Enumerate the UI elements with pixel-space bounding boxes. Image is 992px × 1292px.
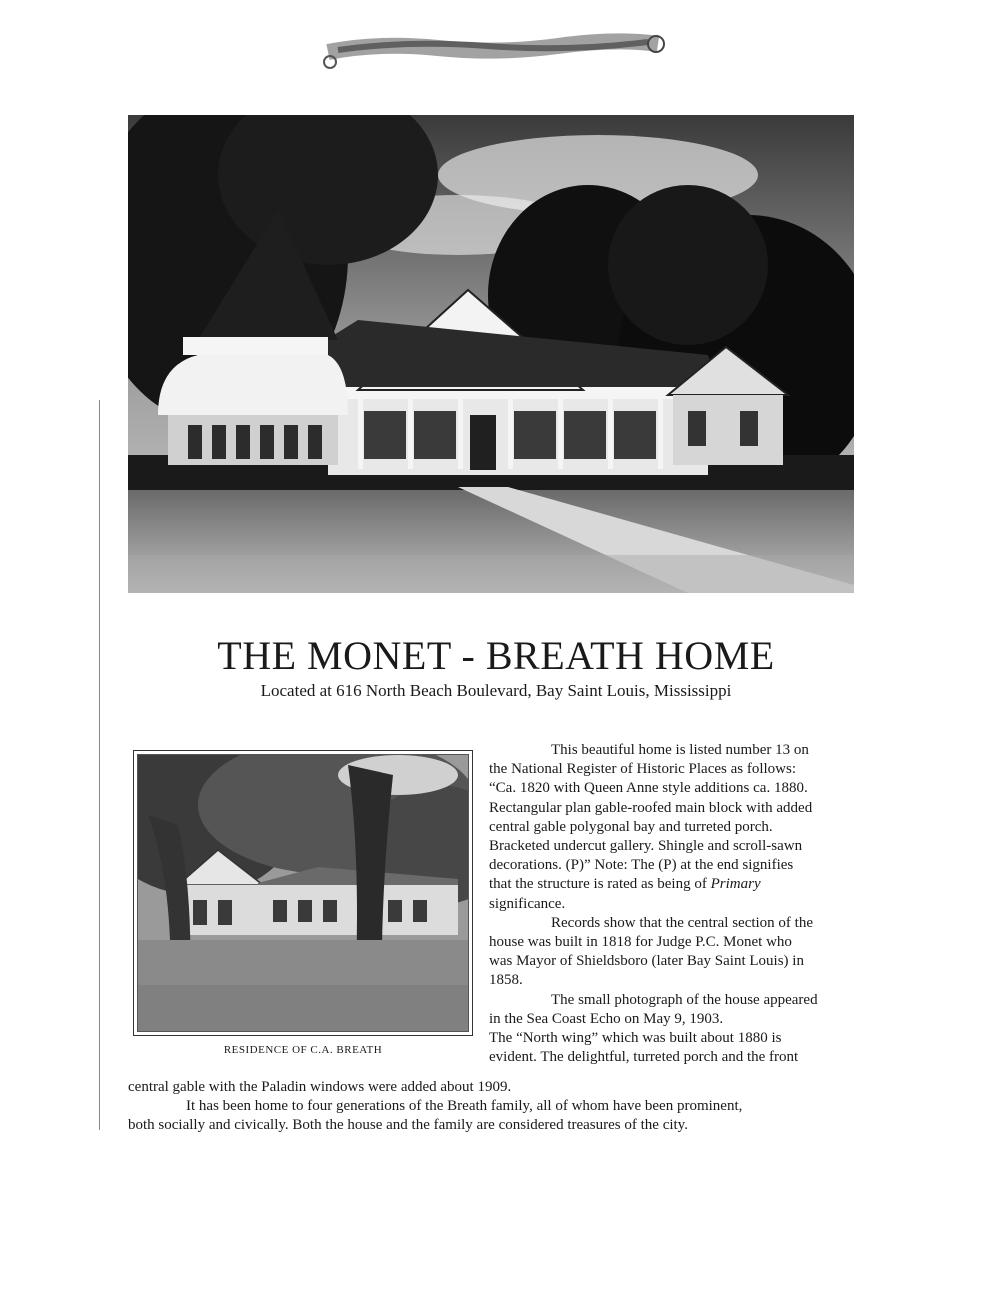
text-line: It has been home to four generations of the Breath family, all of whom have been prominent, [186,1098,743,1115]
small-photo-caption: RESIDENCE OF C.A. BREATH [223,1044,383,1056]
text-line: Records show that the central section of the [551,914,814,931]
text-line: central gable with the Paladin windows were added about 1909. [128,1079,512,1095]
historic-house-photograph-icon [138,755,469,1032]
text-line: decorations. (P)” Note: The (P) at the end signifies [489,857,794,874]
text-line: central gable polygonal bay and turreted porch. [489,818,773,835]
text-line: was Mayor of Shieldsboro (later Bay Saint Louis) in [489,953,804,970]
text-line: 1858. [489,972,523,989]
page-title: THE MONET - BREATH HOME [217,633,775,678]
text-line: evident. The delightful, turreted porch and the front [489,1049,799,1066]
text-line [489,875,869,894]
text-line: The small photograph of the house appeared [551,991,818,1008]
text-line: “Ca. 1820 with Queen Anne style additions ca. 1880. [489,780,808,797]
left-margin-rule [99,400,100,1130]
text-line: house was built in 1818 for Judge P.C. Monet who [489,934,792,951]
text-line: The “North wing” which was built about 1880 is [489,1030,782,1047]
text-line: Rectangular plan gable-roofed main block with added [489,799,813,816]
main-house-photo [128,115,854,593]
page-subtitle-address: Located at 616 North Beach Boulevard, Bay Saint Louis, Mississippi [260,681,732,700]
house-photograph-icon [128,115,854,593]
primary-emphasis: Primary [710,876,761,893]
text-line: both socially and civically. Both the house and the family are considered treasures of the city. [128,1117,688,1134]
text-line: significance. [489,895,566,912]
small-house-photo [133,750,473,1036]
text-fragment: that the structure is rated as being of [489,876,711,893]
text-line: the National Register of Historic Places as follows: [489,761,797,778]
body-column-text [489,741,869,1067]
text-line: This beautiful home is listed number 13 on [551,742,809,758]
text-line: in the Sea Coast Echo on May 9, 1903. [489,1010,724,1027]
body-wide-text [128,1078,868,1136]
small-photo-frame [137,754,469,1032]
scan-smudge-mark [318,22,668,70]
text-line: Bracketed undercut gallery. Shingle and scroll-sawn [489,838,803,855]
